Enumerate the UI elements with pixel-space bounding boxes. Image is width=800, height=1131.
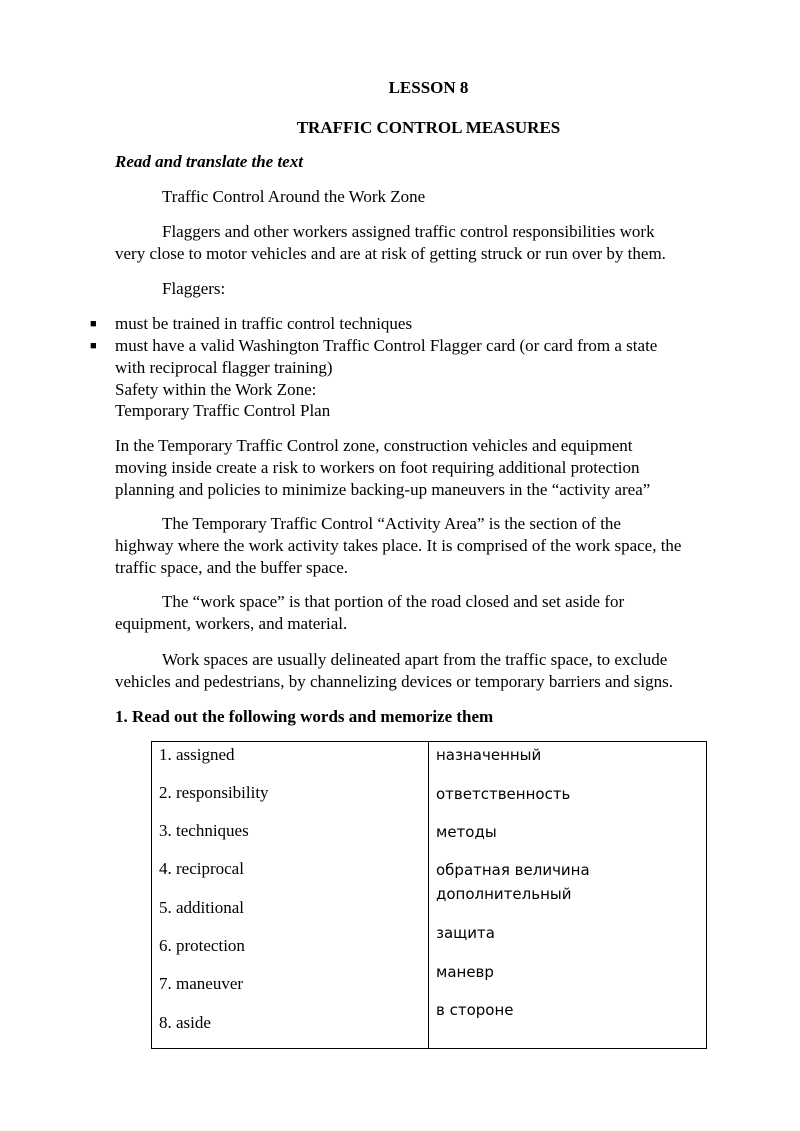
bullet-item bbox=[90, 335, 742, 379]
english-word: 1. assigned bbox=[159, 745, 235, 764]
paragraph-4 bbox=[115, 591, 742, 635]
bullet-square-icon: ■ bbox=[90, 340, 97, 352]
lesson-label: LESSON 8 bbox=[388, 78, 469, 97]
table-row bbox=[152, 742, 707, 1049]
paragraph-5-line: Work spaces are usually delineated apart from the traffic space, to exclude bbox=[162, 650, 668, 669]
bullet-line: must be trained in traffic control techniques bbox=[115, 314, 413, 333]
task-instruction: Read and translate the text bbox=[115, 152, 303, 171]
paragraph-1 bbox=[115, 221, 742, 265]
russian-word: обратная величина bbox=[436, 861, 590, 879]
vocabulary-table bbox=[151, 741, 707, 1049]
paragraph-2-line: moving inside create a risk to workers on foot requiring additional protection bbox=[115, 458, 640, 477]
paragraph-2-line: In the Temporary Traffic Control zone, construction vehicles and equipment bbox=[115, 436, 633, 455]
paragraph-3-line: The Temporary Traffic Control “Activity Area” is the section of the bbox=[162, 514, 621, 533]
english-words-cell bbox=[152, 742, 429, 1049]
russian-word: назначенный bbox=[436, 746, 542, 764]
paragraph-1-line: very close to motor vehicles and are at risk of getting struck or run over by them. bbox=[115, 244, 666, 263]
paragraph-1-line: Flaggers and other workers assigned traffic control responsibilities work bbox=[162, 222, 655, 241]
paragraph-4-line: The “work space” is that portion of the road closed and set aside for bbox=[162, 592, 625, 611]
paragraph-2-line: planning and policies to minimize backing-up maneuvers in the “activity area” bbox=[115, 480, 651, 499]
russian-word: защита bbox=[436, 924, 495, 942]
russian-word: ответственность bbox=[436, 785, 571, 803]
bullet-square-icon: ■ bbox=[90, 318, 97, 330]
russian-word: в стороне bbox=[436, 1001, 514, 1019]
paragraph-2 bbox=[115, 435, 742, 501]
russian-word: маневр bbox=[436, 963, 494, 981]
bullet-line: with reciprocal flagger training) bbox=[115, 358, 333, 377]
safety-line: Safety within the Work Zone: bbox=[115, 380, 317, 399]
lesson-title: TRAFFIC CONTROL MEASURES bbox=[296, 118, 561, 137]
bullet-line: must have a valid Washington Traffic Control Flagger card (or card from a state bbox=[115, 336, 658, 355]
text-heading: Traffic Control Around the Work Zone bbox=[162, 187, 426, 206]
bullet-item bbox=[90, 313, 742, 335]
english-word: 7. maneuver bbox=[159, 974, 244, 993]
exercise-1-title: 1. Read out the following words and memorize them bbox=[115, 707, 494, 726]
english-word: 4. reciprocal bbox=[159, 859, 244, 878]
english-word: 5. additional bbox=[159, 898, 244, 917]
paragraph-5-line: vehicles and pedestrians, by channelizing devices or temporary barriers and signs. bbox=[115, 672, 673, 691]
flaggers-label: Flaggers: bbox=[162, 279, 226, 298]
plan-line: Temporary Traffic Control Plan bbox=[115, 401, 331, 420]
paragraph-5 bbox=[115, 649, 742, 693]
paragraph-3 bbox=[115, 513, 742, 579]
english-word: 8. aside bbox=[159, 1013, 211, 1032]
paragraph-3-line: highway where the work activity takes place. It is comprised of the work space, the bbox=[115, 536, 682, 555]
paragraph-3-line: traffic space, and the buffer space. bbox=[115, 558, 349, 577]
english-word: 6. protection bbox=[159, 936, 245, 955]
russian-word: методы bbox=[436, 823, 497, 841]
english-word: 3. techniques bbox=[159, 821, 249, 840]
english-word: 2. responsibility bbox=[159, 783, 269, 802]
russian-word: дополнительный bbox=[436, 885, 572, 903]
paragraph-4-line: equipment, workers, and material. bbox=[115, 614, 348, 633]
russian-words-cell bbox=[429, 742, 707, 1049]
